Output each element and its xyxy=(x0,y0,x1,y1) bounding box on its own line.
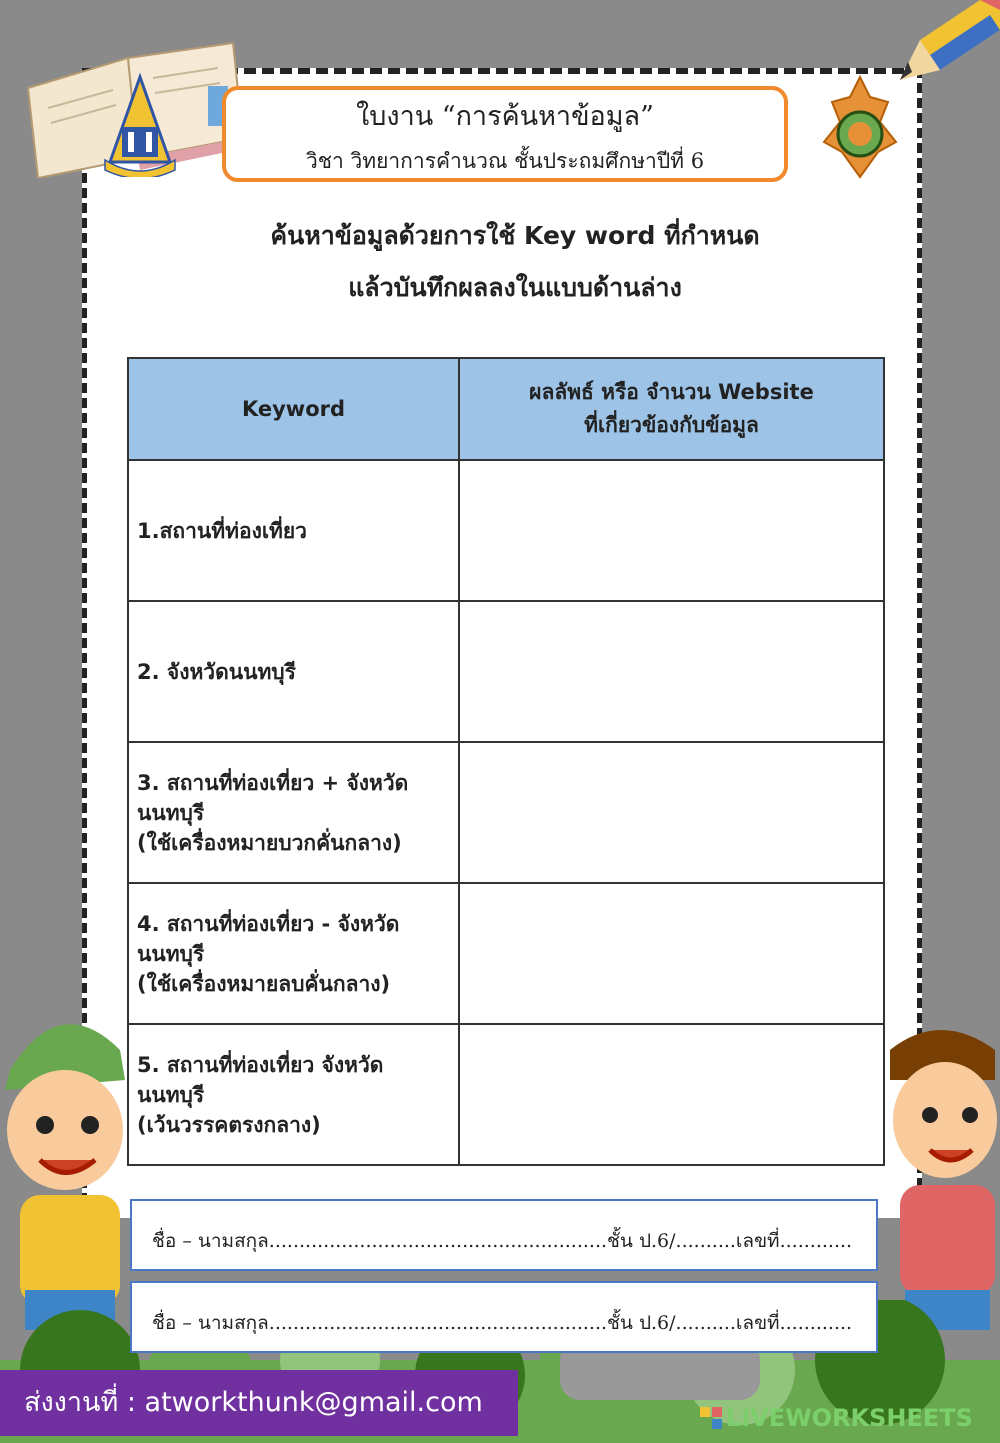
keyword-line: 3. สถานที่ท่องเที่ยว + จังหวัด xyxy=(137,770,409,795)
keyword-cell xyxy=(128,883,459,1024)
instruction-line-2: แล้วบันทึกผลลงในแบบด้านล่าง xyxy=(348,273,682,302)
result-header-line-2: ที่เกี่ยวข้องกับข้อมูล xyxy=(584,413,759,437)
ministry-emblem-right xyxy=(818,72,903,182)
keyword-line: (ใช้เครื่องหมายบวกคั่นกลาง) xyxy=(137,830,402,855)
table-row xyxy=(128,742,884,883)
result-header-line-1: ผลลัพธ์ หรือ จำนวน Website xyxy=(529,380,814,404)
worksheet-subtitle: วิชา วิทยาการคำนวณ ชั้นประถมศึกษาปีที่ 6 xyxy=(305,149,705,173)
table-row xyxy=(128,460,884,601)
liveworksheets-watermark xyxy=(700,1404,973,1432)
keyword-line: 5. สถานที่ท่องเที่ยว จังหวัด xyxy=(137,1052,384,1077)
answer-cell[interactable] xyxy=(459,883,884,1024)
keyword-column-header: Keyword xyxy=(128,358,459,460)
keyword-line: นนทบุรี xyxy=(137,941,205,966)
submit-email-banner: ส่งงานที่ : atworkthunk@gmail.com xyxy=(0,1370,518,1436)
boy-with-cap-illustration xyxy=(0,1000,135,1330)
boy-illustration-right xyxy=(880,1010,1000,1330)
worksheet-title: ใบงาน “การค้นหาข้อมูล” xyxy=(356,101,654,132)
school-logo-left xyxy=(100,72,180,177)
keyword-cell xyxy=(128,601,459,742)
liveworksheets-logo-icon xyxy=(700,1407,722,1429)
table-row xyxy=(128,1024,884,1165)
keyword-line: นนทบุรี xyxy=(137,800,205,825)
keyword-line: (เว้นวรรคตรงกลาง) xyxy=(137,1112,321,1137)
answer-cell[interactable] xyxy=(459,1024,884,1165)
keyword-cell xyxy=(128,1024,459,1165)
instruction-line-1: ค้นหาข้อมูลด้วยการใช้ Key word ที่กำหนด xyxy=(270,221,760,250)
answer-cell[interactable] xyxy=(459,742,884,883)
keyword-cell xyxy=(128,742,459,883)
worksheet-title-box xyxy=(222,86,788,182)
keyword-results-table xyxy=(127,357,885,1166)
answer-cell[interactable] xyxy=(459,460,884,601)
keyword-line: นนทบุรี xyxy=(137,1082,205,1107)
brand-text: LIVEWORKSHEETS xyxy=(726,1404,973,1432)
table-header-row xyxy=(128,358,884,460)
student-name-line-2[interactable]: ชื่อ – นามสกุล........................................................ชั้น ป.6/..........เลขที่............ xyxy=(130,1281,878,1353)
keyword-line: 2. จังหวัดนนทบุรี xyxy=(137,659,296,684)
student-name-line-1[interactable]: ชื่อ – นามสกุล........................................................ชั้น ป.6/..........เลขที่............ xyxy=(130,1199,878,1271)
table-row xyxy=(128,883,884,1024)
keyword-line: (ใช้เครื่องหมายลบคั่นกลาง) xyxy=(137,971,391,996)
answer-cell[interactable] xyxy=(459,601,884,742)
keyword-line: 4. สถานที่ท่องเที่ยว - จังหวัด xyxy=(137,911,400,936)
table-row xyxy=(128,601,884,742)
keyword-cell xyxy=(128,460,459,601)
keyword-line: 1.สถานที่ท่องเที่ยว xyxy=(137,518,307,543)
result-column-header xyxy=(459,358,884,460)
